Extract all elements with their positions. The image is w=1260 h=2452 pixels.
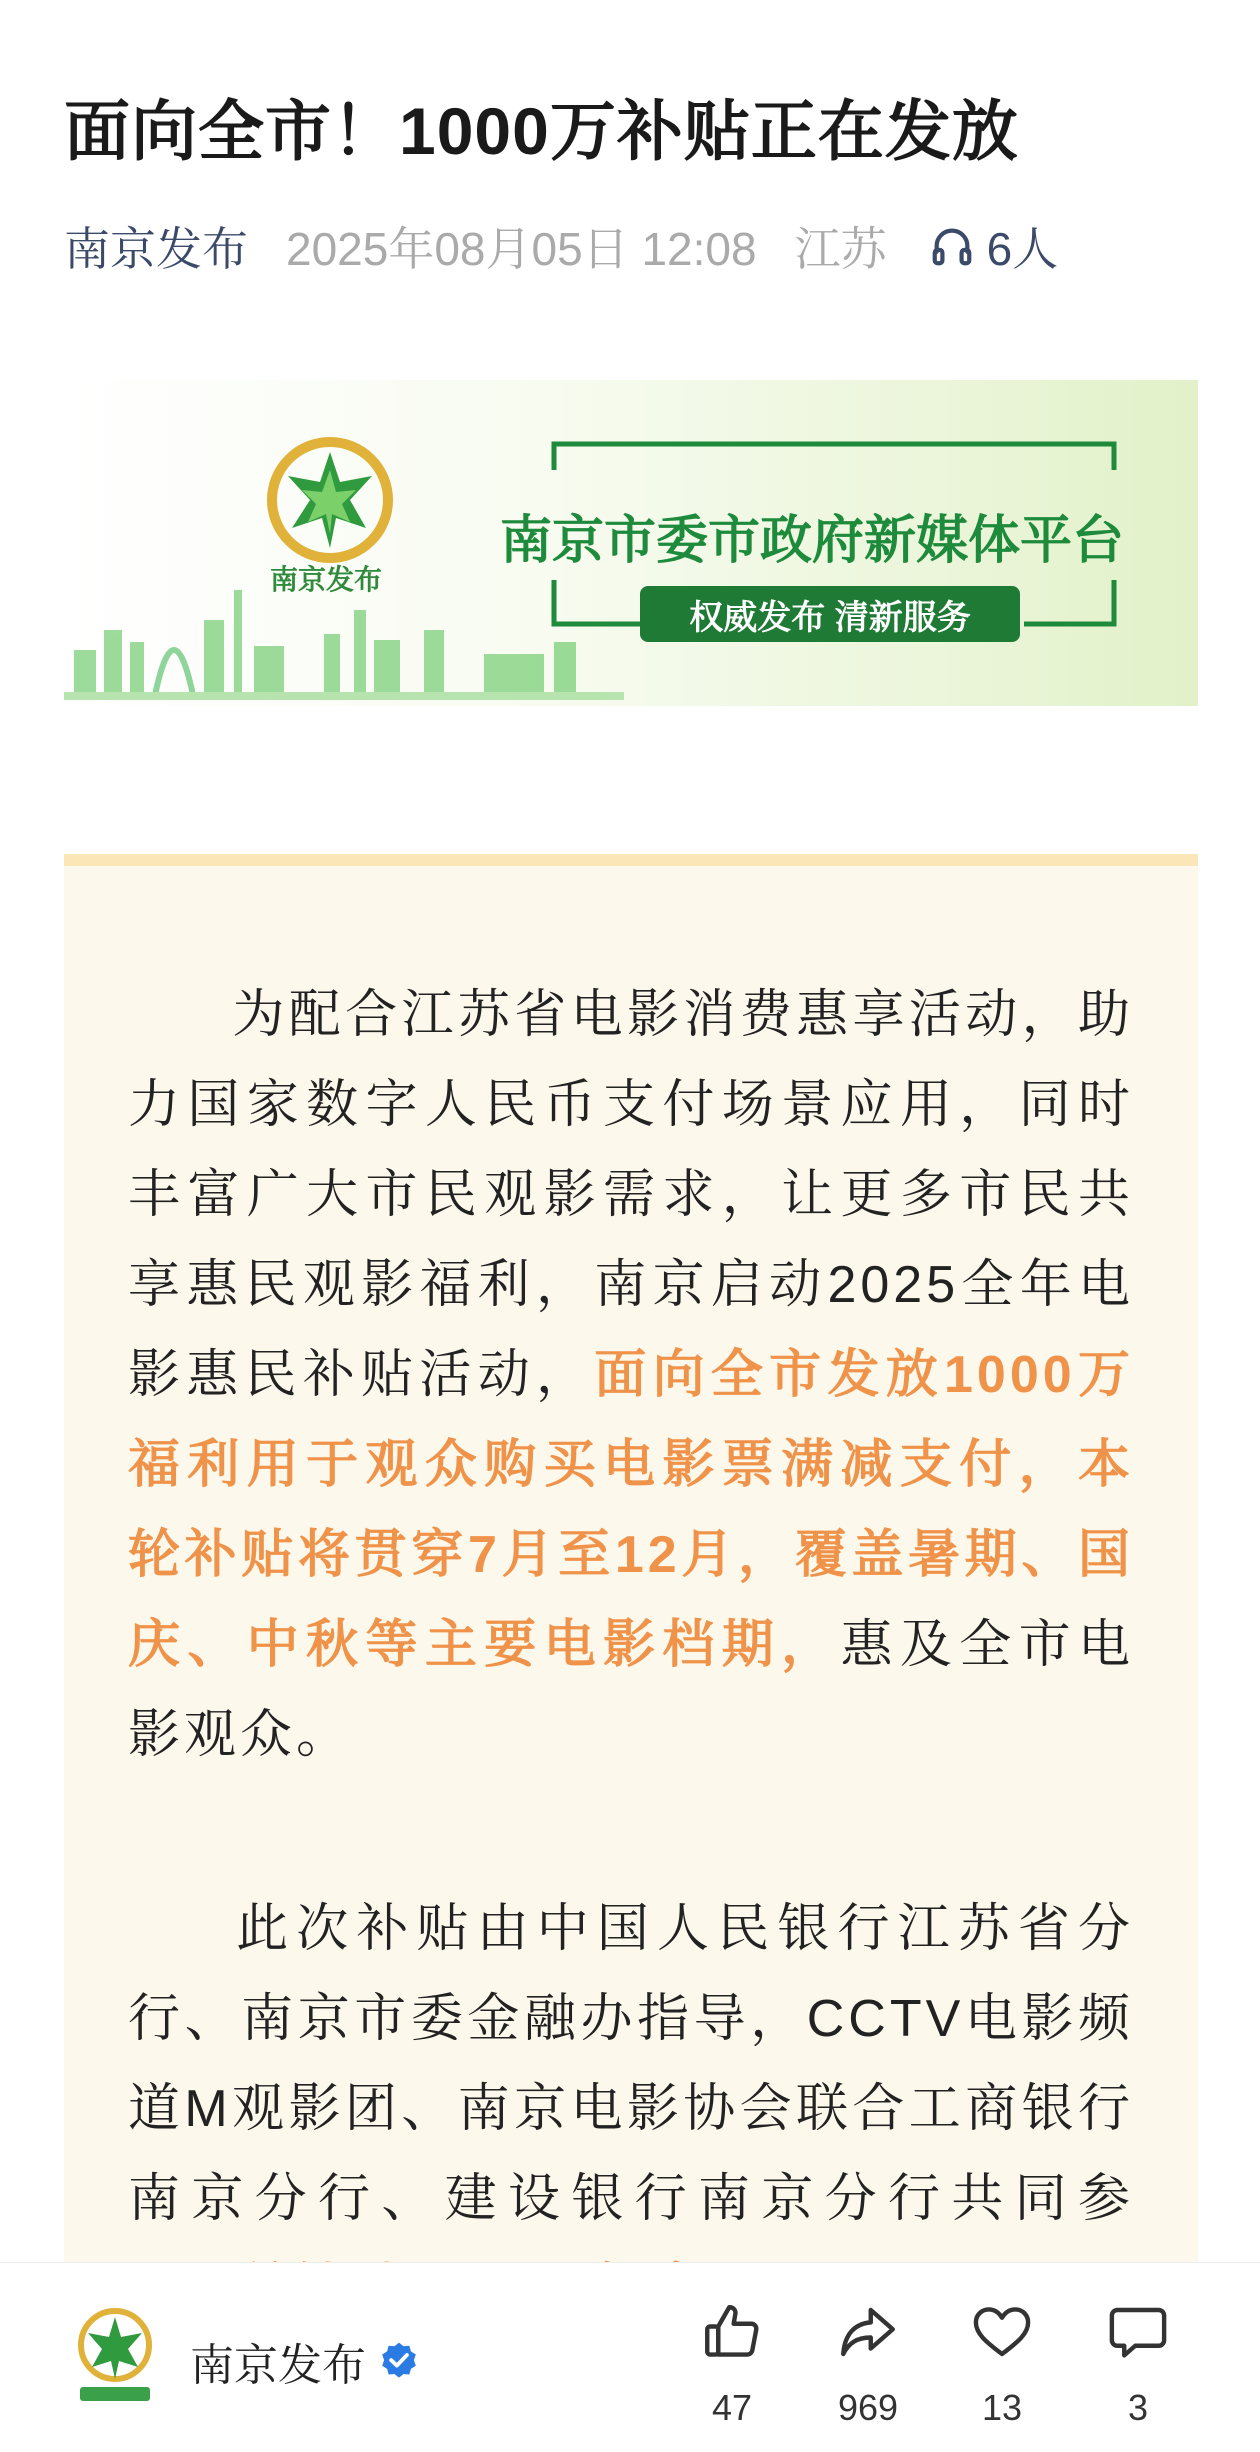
share-count: 969 — [837, 2387, 899, 2428]
nanjing-release-logo — [260, 420, 400, 580]
paragraph-1-tail: 惠及全市电影观众。 — [128, 1616, 1134, 1764]
account-avatar[interactable] — [74, 2307, 156, 2403]
paragraph-1-text: 为配合江苏省电影消费惠享活动，助力国家数字人民币支付场景应用，同时丰富广大市民观影需求，让更多市民共享惠民观影福利，南京启动2025全年电影惠民补贴活动， — [128, 986, 1134, 1404]
comment-button[interactable] — [1078, 2299, 1198, 2429]
source-link[interactable]: 南京发布 — [64, 223, 248, 275]
heart-icon — [969, 2299, 1035, 2365]
paragraph-1-highlight: 面向全市发放1000万福利用于观众购买电影票满减支付，本轮补贴将贯穿7月至12月，覆盖暑期、国庆、中秋等主要电影档期， — [128, 1346, 1134, 1674]
thumbs-up-icon — [699, 2299, 765, 2365]
paragraph-1 — [128, 970, 1134, 1780]
article-meta — [64, 216, 1058, 276]
verified-icon — [378, 2340, 420, 2382]
banner-slogan: 南京市委市政府新媒体平台 — [500, 512, 1125, 570]
paragraph-2-text: 此次补贴由中国人民银行江苏省分行、南京市委金融办指导，CCTV电影频道M观影团、南京电影协会联合工商银行南京分行、建设银行南京分行共同参 — [128, 1900, 1134, 2228]
account-name-row[interactable] — [190, 2329, 420, 2393]
banner-tagline: 权威发布 清新服务 — [640, 586, 1020, 642]
listener-count: 6人 — [986, 223, 1059, 275]
share-button[interactable] — [808, 2299, 928, 2429]
region-label: 江苏 — [794, 223, 887, 275]
article-body — [64, 854, 1198, 2274]
logo-text: 南京发布 — [270, 564, 383, 595]
favorite-count: 13 — [981, 2387, 1023, 2428]
comment-icon — [1105, 2299, 1171, 2365]
headphones-icon — [929, 223, 975, 269]
article-title: 面向全市！1000万补贴正在发放 — [64, 94, 1019, 168]
publish-time: 2025年08月05日 12:08 — [286, 223, 757, 275]
account-name: 南京发布 — [190, 2341, 366, 2390]
bottom-action-bar — [0, 2262, 1260, 2452]
like-count: 47 — [711, 2387, 753, 2428]
comment-count: 3 — [1127, 2387, 1149, 2428]
banner-image — [64, 380, 1198, 706]
share-icon — [835, 2299, 901, 2365]
favorite-button[interactable] — [942, 2299, 1062, 2429]
like-button[interactable] — [672, 2299, 792, 2429]
listen-button[interactable] — [929, 213, 1059, 279]
